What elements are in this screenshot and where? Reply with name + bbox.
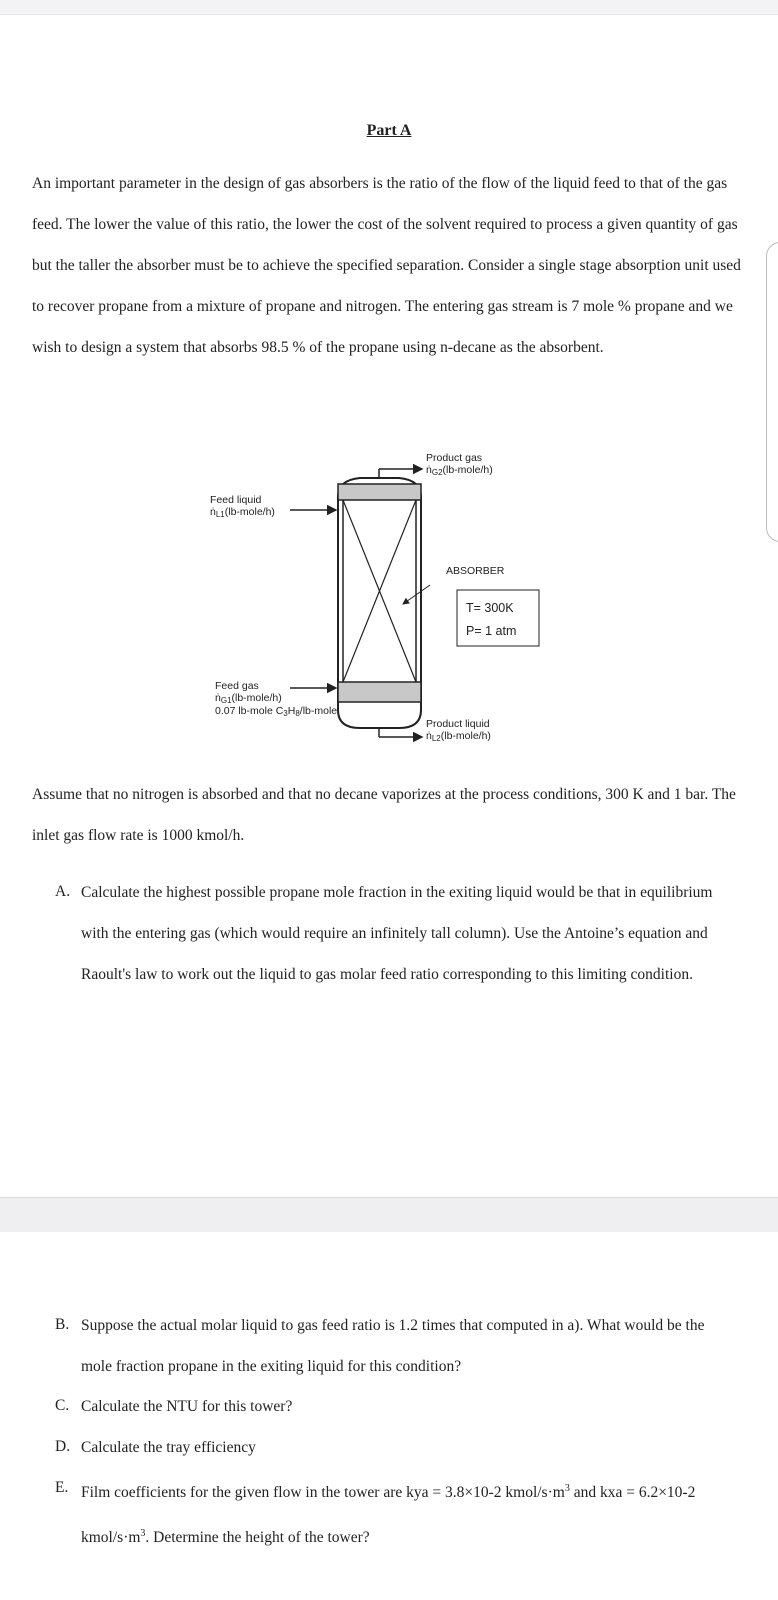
- assumption-paragraph: Assume that no nitrogen is absorbed and that no decane vaporizes at the process conditions, 300 K and 1 bar. The inlet gas flow rate is 1000 kmol/h.: [32, 786, 736, 844]
- question-b-text: Suppose the actual molar liquid to gas feed ratio is 1.2 times that computed in a). What would be the mole fraction propane in the exiting liquid for this condition?: [81, 1317, 705, 1375]
- page-title: Part A: [366, 122, 412, 139]
- intro-paragraph: An important parameter in the design of gas absorbers is the ratio of the flow of the liquid feed to that of the gas feed. The lower the value of this ratio, the lower the cost of the solvent required to process a given quantity of gas but the taller the absorber must be to achieve the specified separation. Consider a single stage absorption unit used to recover propane from a mixture of propane and nitrogen. The entering gas stream is 7 mole % propane and we wish to design a system that absorbs 98.5 % of the propane using n-decane as the absorbent.: [32, 175, 741, 356]
- page-separator: [0, 1197, 778, 1232]
- product-liquid-line: [379, 728, 422, 737]
- product-gas-line: [379, 469, 422, 478]
- product-liquid-label: Product liquid ṅ$_{L2}$(lb-mole/h): [426, 718, 491, 743]
- side-scroll-handle[interactable]: [766, 242, 778, 542]
- question-d-letter: D.: [55, 1438, 71, 1455]
- absorber-diagram: [190, 452, 590, 772]
- temperature-label: T= 300K: [466, 601, 514, 615]
- question-c-letter: C.: [55, 1397, 70, 1414]
- feed-liquid-label: Feed liquid ṅ$_{L1}$(lb-mole/h): [210, 494, 275, 519]
- question-e-text: Film coefficients for the given flow in the tower are kya = 3.8×10-2 kmol/$s\cdot m^3$ and kxa = 6.2×10-2 kmol/$s\cdot m^3$. Determine the height of the tower?: [81, 1483, 696, 1547]
- question-c-text: Calculate the NTU for this tower?: [81, 1398, 293, 1415]
- question-e-letter: E.: [55, 1479, 69, 1496]
- question-b-letter: B.: [55, 1316, 70, 1333]
- top-bar: [0, 0, 778, 15]
- question-a-text: Calculate the highest possible propane mole fraction in the exiting liquid would be that in equilibrium with the entering gas (which would require an infinitely tall column). Use the Antoine’s equation and Raoult's law to work out the liquid to gas molar feed ratio corresponding to this limiting condition.: [81, 884, 713, 983]
- absorber-label: ABSORBER: [446, 565, 505, 577]
- feed-gas-label: Feed gas ṅ$_{G1}$(lb-mole/h) 0.07 lb-mole $C_3H_8/lb$-mole: [215, 680, 338, 718]
- column-shell: [338, 478, 421, 728]
- product-gas-label: Product gas ṅ$_{G2}$(lb-mole/h): [426, 452, 493, 477]
- pressure-label: P= 1 atm: [466, 624, 517, 638]
- question-a-letter: A.: [55, 883, 71, 900]
- question-d-text: Calculate the tray efficiency: [81, 1439, 256, 1456]
